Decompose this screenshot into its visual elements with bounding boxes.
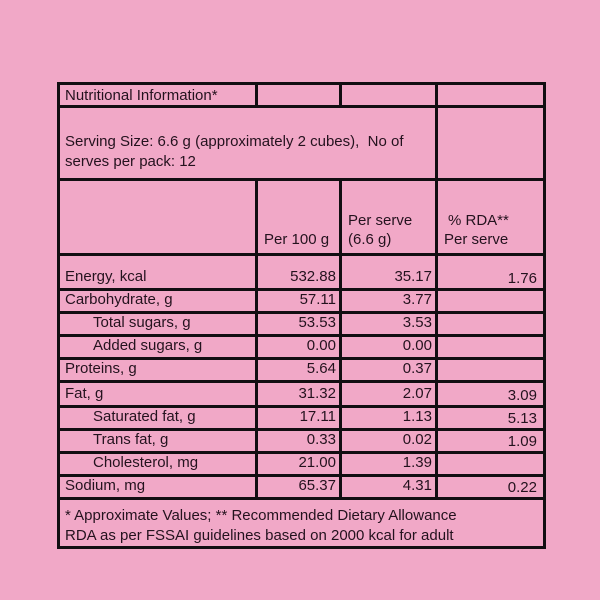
footnote-line-2: RDA as per FSSAI guidelines based on 2000 kcal for adult — [65, 527, 454, 544]
column-header-per-serve — [341, 180, 437, 255]
nutrient-label: Cholesterol, mg — [59, 453, 257, 476]
per-100g-value: 65.37 — [257, 476, 341, 499]
table-row-energy — [59, 255, 545, 290]
per-serve-value: 35.17 — [341, 255, 437, 290]
per-serve-value: 2.07 — [341, 382, 437, 407]
table-row-carbohydrate — [59, 290, 545, 313]
per-serve-value: 0.37 — [341, 359, 437, 382]
per-serve-value: 0.00 — [341, 336, 437, 359]
empty-cell — [437, 84, 545, 107]
rda-value — [437, 290, 545, 313]
per-100g-value: 53.53 — [257, 313, 341, 336]
per-100g-value: 21.00 — [257, 453, 341, 476]
per-serve-value: 4.31 — [341, 476, 437, 499]
nutrient-label: Energy, kcal — [59, 255, 257, 290]
serving-size-line-1: Serving Size: 6.6 g (approximately 2 cubes), No of — [65, 133, 404, 150]
rda-value — [437, 453, 545, 476]
table-row-added-sugars — [59, 336, 545, 359]
per-serve-value: 1.39 — [341, 453, 437, 476]
table-row-saturated-fat — [59, 407, 545, 430]
per-serve-header-line-2: (6.6 g) — [348, 231, 392, 248]
rda-value: 0.22 — [437, 476, 545, 499]
table-row-cholesterol — [59, 453, 545, 476]
column-header-row — [59, 180, 545, 255]
nutrient-label: Trans fat, g — [59, 430, 257, 453]
per-serve-value: 1.13 — [341, 407, 437, 430]
footnote-line-1: * Approximate Values; ** Recommended Dietary Allowance — [65, 507, 457, 524]
per-100g-value: 532.88 — [257, 255, 341, 290]
rda-value: 1.09 — [437, 430, 545, 453]
per-serve-header-line-1: Per serve — [348, 212, 413, 229]
column-header-rda — [437, 180, 545, 255]
footnote-row — [59, 499, 545, 548]
footnote — [59, 499, 545, 548]
serving-size-info — [59, 107, 437, 180]
per-100g-value: 0.33 — [257, 430, 341, 453]
nutrient-label: Total sugars, g — [59, 313, 257, 336]
rda-value — [437, 359, 545, 382]
table-row-proteins — [59, 359, 545, 382]
nutrient-label: Carbohydrate, g — [59, 290, 257, 313]
empty-cell — [437, 107, 545, 180]
column-header-per-100g — [257, 180, 341, 255]
rda-value — [437, 313, 545, 336]
empty-cell — [257, 84, 341, 107]
rda-header-line-1: % RDA** — [448, 212, 509, 229]
rda-value: 5.13 — [437, 407, 545, 430]
per-serve-value: 3.53 — [341, 313, 437, 336]
rda-value: 1.76 — [437, 255, 545, 290]
per-100g-value: 17.11 — [257, 407, 341, 430]
per-100g-value: 5.64 — [257, 359, 341, 382]
table-row-trans-fat — [59, 430, 545, 453]
per-100g-value: 0.00 — [257, 336, 341, 359]
nutrient-label: Fat, g — [59, 382, 257, 407]
nutrient-label: Added sugars, g — [59, 336, 257, 359]
per-serve-value: 3.77 — [341, 290, 437, 313]
table-row-total-sugars — [59, 313, 545, 336]
table-row-sodium — [59, 476, 545, 499]
rda-value — [437, 336, 545, 359]
empty-cell — [341, 84, 437, 107]
per-100g-value: 31.32 — [257, 382, 341, 407]
nutrient-label: Proteins, g — [59, 359, 257, 382]
serving-size-line-2: serves per pack: 12 — [65, 153, 196, 170]
nutrient-label: Saturated fat, g — [59, 407, 257, 430]
title-row — [59, 84, 545, 107]
table-row-fat — [59, 382, 545, 407]
rda-value: 3.09 — [437, 382, 545, 407]
empty-cell — [59, 180, 257, 255]
nutrition-facts-table — [57, 82, 546, 549]
table-title: Nutritional Information* — [59, 84, 257, 107]
serving-size-row — [59, 107, 545, 180]
per-serve-value: 0.02 — [341, 430, 437, 453]
per-100g-header-text: Per 100 g — [264, 231, 330, 248]
nutrient-label: Sodium, mg — [59, 476, 257, 499]
per-100g-value: 57.11 — [257, 290, 341, 313]
rda-header-line-2: Per serve — [444, 231, 509, 248]
